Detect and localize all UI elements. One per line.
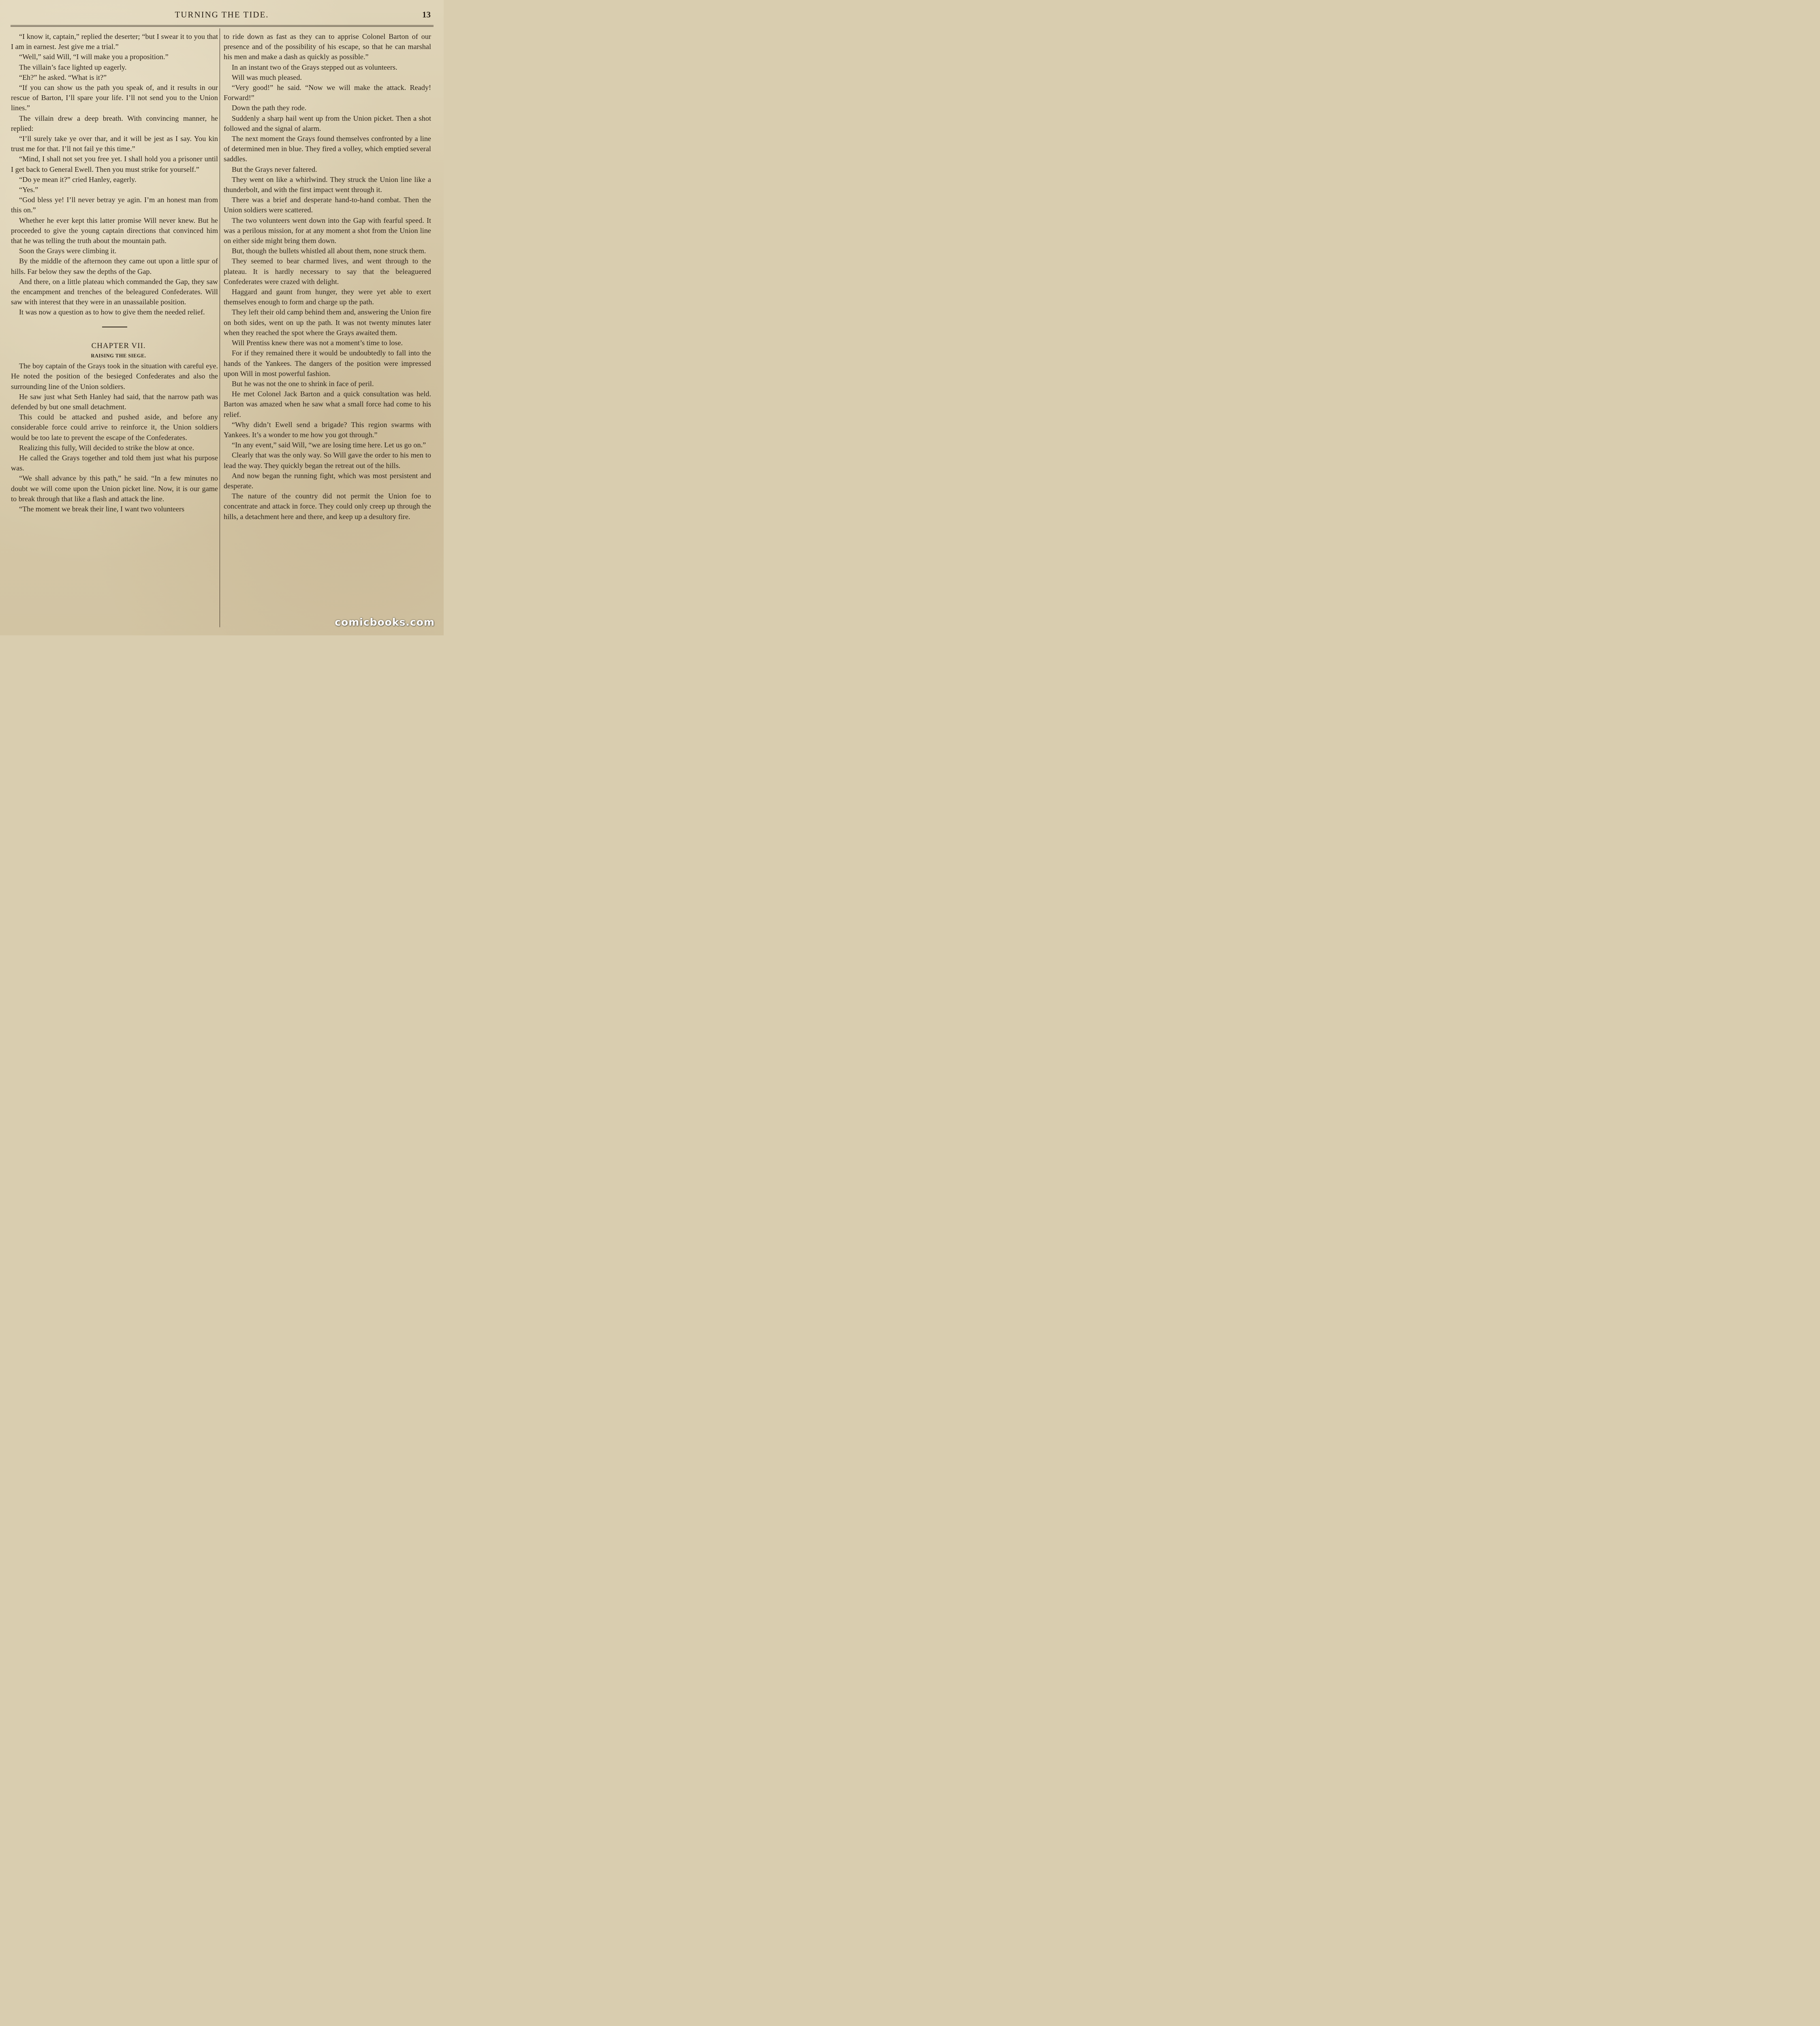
paragraph: They left their old camp behind them and, answering the Union fire on both sides, went on up the path. It was not twenty minutes later when they reached the spot where the Grays awaited them. <box>224 308 431 337</box>
paragraph: They seemed to bear charmed lives, and went through to the plateau. It is hardly necessary to say that the beleaguered Confederates were crazed with delight. <box>224 257 431 286</box>
paragraph: But the Grays never faltered. <box>232 165 317 173</box>
magazine-page <box>0 0 444 635</box>
paragraph: He met Colonel Jack Barton and a quick consultation was held. Barton was amazed when he saw what a small force had come to his relief. <box>224 390 431 419</box>
left-column <box>11 32 218 514</box>
paragraph: And now began the running fight, which was most persistent and desperate. <box>224 471 431 490</box>
paragraph: “If you can show us the path you speak of, and it results in our rescue of Barton, I’ll spare your life. I’ll not send you to the Union lines.” <box>11 83 218 112</box>
paragraph: And there, on a little plateau which commanded the Gap, they saw the encampment and trenches of the beleagured Confederates. Will saw with interest that they were in an unassailable position. <box>11 277 218 306</box>
paragraph: He called the Grays together and told them just what his purpose was. <box>11 453 218 472</box>
paragraph: “I’ll surely take ye over thar, and it will be jest as I say. You kin trust me for that. I’ll not fail ye this time.” <box>11 135 218 153</box>
right-column <box>224 32 431 522</box>
paragraph: “Well,” said Will, “I will make you a proposition.” <box>19 53 169 61</box>
paragraph: The next moment the Grays found themselves confronted by a line of determined men in blue. They fired a volley, which emptied several saddles. <box>224 135 431 163</box>
paragraph: “I know it, captain,” replied the deserter; “but I swear it to you that I am in earnest. Jest give me a trial.” <box>11 32 218 51</box>
paragraph: “The moment we break their line, I want two volunteers <box>19 504 185 513</box>
paragraph: “Why didn’t Ewell send a brigade? This region swarms with Yankees. It’s a wonder to me how you got through.” <box>224 420 431 439</box>
paragraph: They went on like a whirlwind. They struck the Union line like a thunderbolt, and with the first impact went through it. <box>224 175 431 194</box>
paragraph: The boy captain of the Grays took in the situation with careful eye. He noted the position of the besieged Confederates and also the surrounding line of the Union soldiers. <box>11 362 218 391</box>
paragraph: “Do ye mean it?” cried Hanley, eagerly. <box>19 175 137 184</box>
paragraph: But he was not the one to shrink in face of peril. <box>232 379 374 388</box>
chapter-title: CHAPTER VII. <box>91 341 146 350</box>
paragraph: Down the path they rode. <box>232 104 307 112</box>
paragraph: The villain’s face lighted up eagerly. <box>19 63 127 71</box>
paragraph: In an instant two of the Grays stepped out as volunteers. <box>232 63 397 71</box>
paragraph: Will Prentiss knew there was not a moment’s time to lose. <box>232 339 403 347</box>
paragraph: “Mind, I shall not set you free yet. I shall hold you a prisoner until I get back to General Ewell. Then you must strike for yourself.” <box>11 155 218 173</box>
paragraph: The villain drew a deep breath. With convincing manner, he replied: <box>11 114 218 133</box>
paragraph: By the middle of the afternoon they came out upon a little spur of hills. Far below they saw the depths of the Gap. <box>11 257 218 276</box>
paragraph: For if they remained there it would be undoubtedly to fall into the hands of the Yankees. The dangers of the position were impressed upon Will in most powerful fashion. <box>224 349 431 378</box>
paragraph: “God bless ye! I’ll never betray ye agin. I’m an honest man from this on.” <box>11 196 218 214</box>
paragraph: Whether he ever kept this latter promise Will never knew. But he proceeded to give the young captain directions that convinced him that he was telling the truth about the mountain path. <box>11 216 218 245</box>
page-number: 13 <box>422 10 431 19</box>
left-column-text-before-chapter <box>11 32 218 318</box>
running-header-title: TURNING THE TIDE. <box>175 10 269 19</box>
paragraph: Will was much pleased. <box>232 73 302 81</box>
paragraph: to ride down as fast as they can to apprise Colonel Barton of our presence and of the possibility of his escape, so that he can marshal his men and make a dash as quickly as possible.” <box>224 32 431 61</box>
right-column-text <box>224 32 431 522</box>
left-column-text-after-chapter <box>11 361 218 514</box>
paragraph: Suddenly a sharp hail went up from the Union picket. Then a shot followed and the signal of alarm. <box>224 114 431 133</box>
paragraph: The two volunteers went down into the Gap with fearful speed. It was a perilous mission, for at any moment a shot from the Union line on either side might bring them down. <box>224 216 431 245</box>
watermark-logo: comicbooks.com <box>335 616 435 628</box>
header-double-rule <box>11 25 434 27</box>
paragraph: This could be attacked and pushed aside, and before any considerable force could arrive to reinforce it, the Union soldiers would be too late to prevent the escape of the Confederates. <box>11 413 218 442</box>
paragraph: It was now a question as to how to give them the needed relief. <box>19 308 205 316</box>
paragraph: Realizing this fully, Will decided to strike the blow at once. <box>19 443 194 452</box>
paragraph: He saw just what Seth Hanley had said, that the narrow path was defended by but one small detachment. <box>11 392 218 411</box>
paragraph: There was a brief and desperate hand-to-hand combat. Then the Union soldiers were scattered. <box>224 196 431 214</box>
paragraph: “Very good!” he said. “Now we will make the attack. Ready! Forward!” <box>224 83 431 102</box>
chapter-subtitle: RAISING THE SIEGE. <box>91 353 146 359</box>
paragraph: Clearly that was the only way. So Will gave the order to his men to lead the way. They quickly began the retreat out of the hills. <box>224 451 431 470</box>
paragraph: “Eh?” he asked. “What is it?” <box>19 73 107 81</box>
paragraph: Haggard and gaunt from hunger, they were yet able to exert themselves enough to form and charge up the path. <box>224 288 431 306</box>
paragraph: Soon the Grays were climbing it. <box>19 247 117 255</box>
paragraph: The nature of the country did not permit the Union foe to concentrate and attack in force. They could only creep up through the hills, a detachment here and there, and keep up a desultory fire. <box>224 492 431 521</box>
paragraph: “Yes.” <box>19 186 38 194</box>
paragraph: “In any event,” said Will, “we are losing time here. Let us go on.” <box>232 441 426 449</box>
paragraph: “We shall advance by this path,” he said. “In a few minutes no doubt we will come upon the Union picket line. Now, it is our game to break through that like a flash and attack the line. <box>11 474 218 503</box>
paragraph: But, though the bullets whistled all about them, none struck them. <box>232 247 426 255</box>
